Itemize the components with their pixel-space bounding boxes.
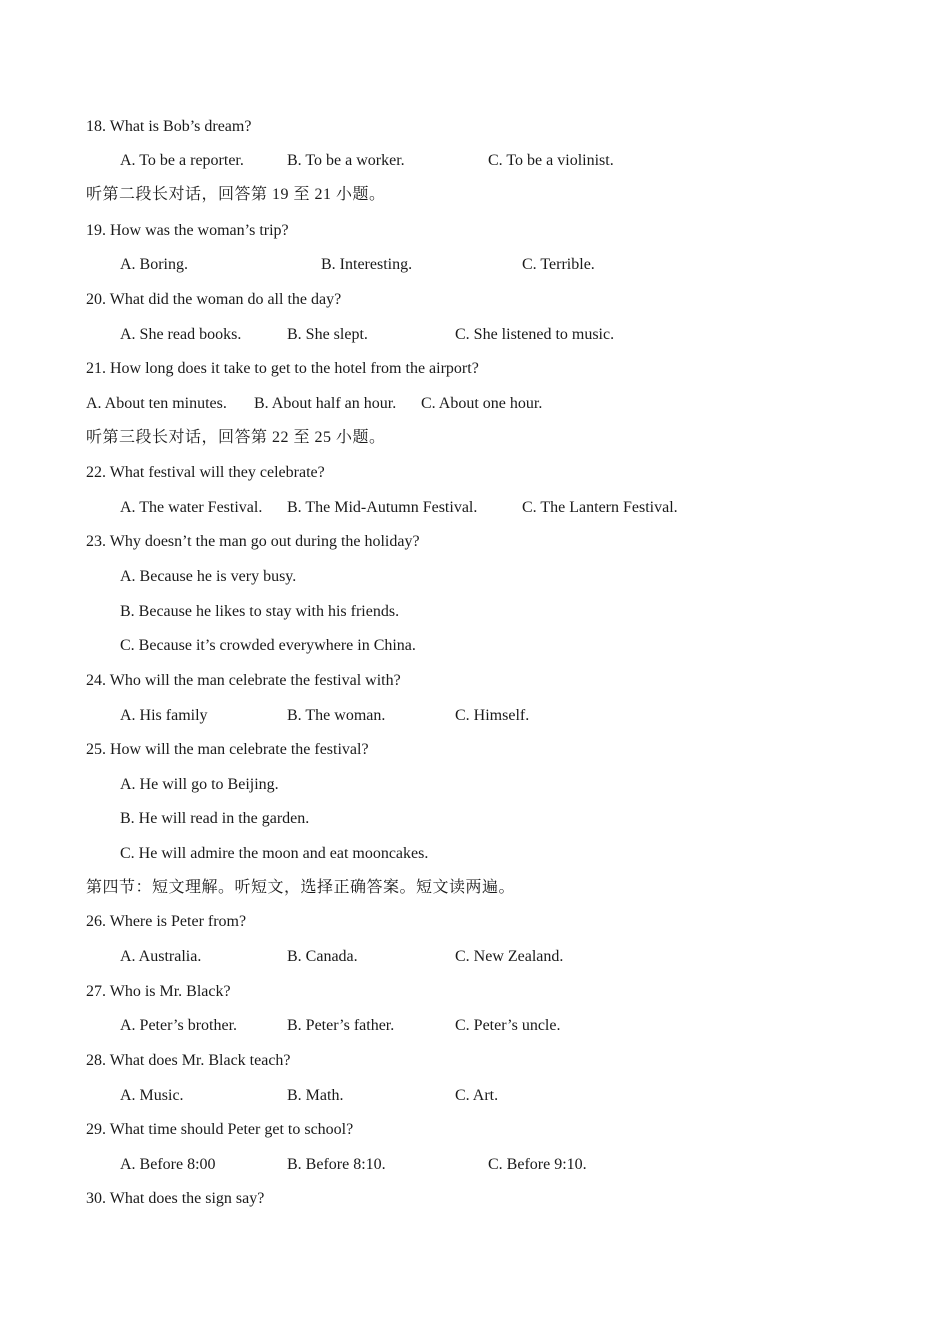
- q23-option-a: A. Because he is very busy.: [120, 568, 297, 585]
- q27-option-b: B. Peter’s father.: [287, 1017, 395, 1034]
- q24-option-a: A. His family: [120, 707, 208, 724]
- q18-option-a: A. To be a reporter.: [120, 152, 244, 169]
- section-2-instruction: 听第二段长对话，回答第 19 至 21 小题。: [86, 186, 386, 203]
- question-29: 29. What time should Peter get to school?: [86, 1121, 354, 1138]
- q29-option-c: C. Before 9:10.: [488, 1156, 587, 1173]
- q19-option-c: C. Terrible.: [522, 256, 595, 273]
- q26-option-a: A. Australia.: [120, 948, 202, 965]
- section-3-instruction: 听第三段长对话，回答第 22 至 25 小题。: [86, 429, 386, 446]
- q25-option-a: A. He will go to Beijing.: [120, 776, 279, 793]
- question-21: 21. How long does it take to get to the hotel from the airport?: [86, 360, 479, 377]
- question-23: 23. Why doesn’t the man go out during the holiday?: [86, 533, 420, 550]
- q19-option-b: B. Interesting.: [321, 256, 413, 273]
- q29-option-a: A. Before 8:00: [120, 1156, 216, 1173]
- q26-option-b: B. Canada.: [287, 948, 358, 965]
- q22-option-a: A. The water Festival.: [120, 499, 263, 516]
- q20-option-c: C. She listened to music.: [455, 326, 615, 343]
- q24-option-c: C. Himself.: [455, 707, 530, 724]
- question-19: 19. How was the woman’s trip?: [86, 222, 289, 239]
- q22-option-b: B. The Mid-Autumn Festival.: [287, 499, 478, 516]
- question-18: 18. What is Bob’s dream?: [86, 118, 252, 135]
- question-25: 25. How will the man celebrate the festival?: [86, 741, 369, 758]
- q24-option-b: B. The woman.: [287, 707, 386, 724]
- q23-option-c: C. Because it’s crowded everywhere in China.: [120, 637, 416, 654]
- q18-option-b: B. To be a worker.: [287, 152, 405, 169]
- question-24: 24. Who will the man celebrate the festival with?: [86, 672, 401, 689]
- question-26: 26. Where is Peter from?: [86, 913, 247, 930]
- q23-option-b: B. Because he likes to stay with his friends.: [120, 603, 400, 620]
- question-20: 20. What did the woman do all the day?: [86, 291, 342, 308]
- q29-option-b: B. Before 8:10.: [287, 1156, 386, 1173]
- q21-option-a: A. About ten minutes.: [86, 395, 227, 412]
- question-28: 28. What does Mr. Black teach?: [86, 1052, 291, 1069]
- q26-option-c: C. New Zealand.: [455, 948, 564, 965]
- q20-option-b: B. She slept.: [287, 326, 368, 343]
- q21-option-b: B. About half an hour.: [254, 395, 397, 412]
- q27-option-a: A. Peter’s brother.: [120, 1017, 238, 1034]
- q28-option-c: C. Art.: [455, 1087, 499, 1104]
- q28-option-b: B. Math.: [287, 1087, 344, 1104]
- q19-option-a: A. Boring.: [120, 256, 188, 273]
- q25-option-b: B. He will read in the garden.: [120, 810, 310, 827]
- q28-option-a: A. Music.: [120, 1087, 184, 1104]
- question-22: 22. What festival will they celebrate?: [86, 464, 325, 481]
- q22-option-c: C. The Lantern Festival.: [522, 499, 678, 516]
- q25-option-c: C. He will admire the moon and eat mooncakes.: [120, 845, 429, 862]
- q27-option-c: C. Peter’s uncle.: [455, 1017, 561, 1034]
- question-27: 27. Who is Mr. Black?: [86, 983, 231, 1000]
- q21-option-c: C. About one hour.: [421, 395, 543, 412]
- question-30: 30. What does the sign say?: [86, 1190, 265, 1207]
- section-4-instruction: 第四节：短文理解。听短文，选择正确答案。短文读两遍。: [86, 879, 516, 896]
- q20-option-a: A. She read books.: [120, 326, 242, 343]
- q18-option-c: C. To be a violinist.: [488, 152, 614, 169]
